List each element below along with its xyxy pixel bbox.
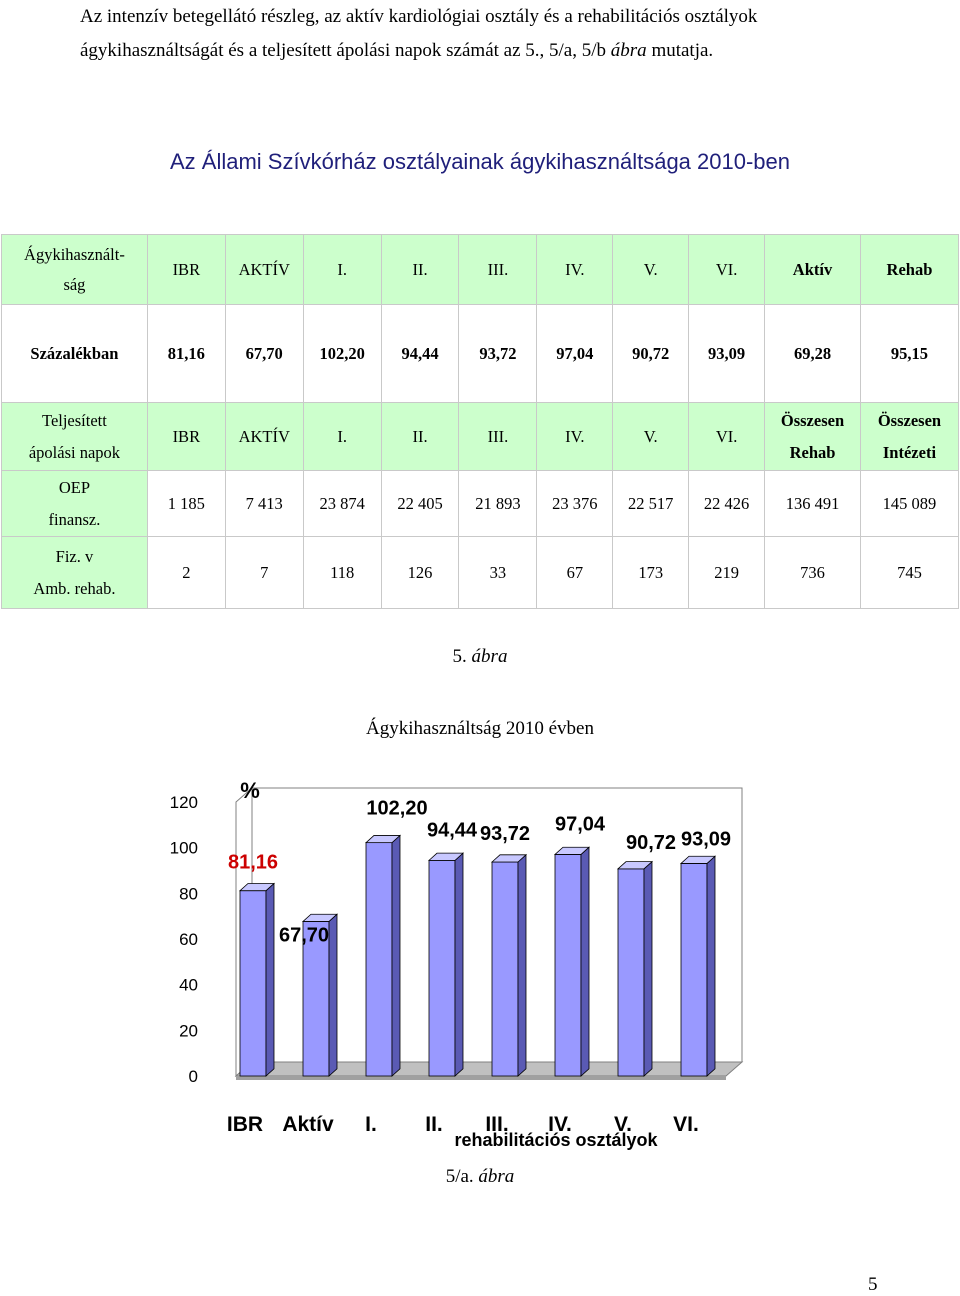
chart-bar (555, 854, 581, 1076)
table1-value-cell: 90,72 (613, 305, 689, 403)
header-label-line: Teljesített (42, 410, 107, 430)
chart-y-tick-label: 20 (179, 1021, 198, 1041)
table2-header-cell: AKTÍV (225, 403, 303, 471)
figure-word: ábra (610, 40, 647, 61)
table2-value-cell: 23 376 (537, 471, 613, 537)
chart-x-tick-label: III. (485, 1113, 509, 1136)
chart-x-tick-label: I. (365, 1113, 377, 1136)
chart-data-label: 81,16 (227, 851, 279, 874)
row-label-line: OEP (58, 477, 91, 497)
table1-row-label: Százalékban (2, 305, 148, 403)
table2-row-oep (2, 471, 959, 537)
table2-value-cell: 23 874 (303, 471, 381, 537)
chart-bar-side (518, 855, 526, 1076)
table1-header-label (2, 235, 148, 305)
chart-bar (618, 869, 644, 1076)
header-line: Összesen (877, 410, 942, 430)
table2-value-cell: 145 089 (860, 471, 958, 537)
table2-value-cell: 22 426 (689, 471, 765, 537)
table2-value-cell: 126 (381, 537, 459, 609)
table2-header-cell: IBR (147, 403, 225, 471)
table2-value-cell: 22 405 (381, 471, 459, 537)
table2-value-cell: 736 (765, 537, 861, 609)
chart-data-label: 94,44 (426, 819, 478, 842)
table1-header-cell: IV. (537, 235, 613, 305)
figure-caption-5 (0, 646, 960, 668)
table2-value-cell: 745 (860, 537, 958, 609)
figure-refs: 5., 5/a, 5/b (525, 40, 607, 61)
table2-header-cell: III. (459, 403, 537, 471)
chart-x-tick-label: II. (425, 1113, 443, 1136)
chart-floor-edge (236, 1076, 726, 1080)
chart-bar-side (644, 862, 652, 1076)
table2-row-label (2, 537, 148, 609)
chart-data-label: 67,70 (278, 924, 330, 947)
table1-value-row (2, 305, 959, 403)
header-line: Rehab (789, 442, 836, 462)
chart-y-tick-label: 40 (179, 975, 198, 995)
table2-value-cell: 33 (459, 537, 537, 609)
chart-x-tick-label: Aktív (282, 1113, 334, 1136)
table1-header-cell: II. (381, 235, 459, 305)
table2-value-cell: 173 (613, 537, 689, 609)
chart-x-tick-label: VI. (673, 1113, 699, 1136)
chart-y-tick-label: 80 (179, 884, 198, 904)
chart-bar-side (707, 856, 715, 1076)
table1-value-cell: 93,72 (459, 305, 537, 403)
chart-y-tick-label: 60 (179, 930, 198, 949)
table1-value-cell: 97,04 (537, 305, 613, 403)
caption-number: 5/a. (445, 1166, 474, 1187)
table2-header-label (2, 403, 148, 471)
bar-chart (0, 760, 960, 1160)
chart-y-tick-label: 100 (169, 838, 198, 858)
table2-value-cell: 7 (225, 537, 303, 609)
chart-bar-side (581, 847, 589, 1076)
page-number: 5 (868, 1274, 878, 1295)
chart-y-tick-label: 0 (188, 1067, 198, 1086)
intro-text: ágykihasználtságát és a teljesített ápolási napok számát az (80, 40, 526, 61)
table-title: Az Állami Szívkórház osztályainak ágykihasználtsága 2010-ben (170, 149, 790, 174)
caption-number: 5. (452, 646, 467, 667)
table1-value-cell: 93,09 (689, 305, 765, 403)
chart-bar (366, 843, 392, 1076)
table1-value-cell: 94,44 (381, 305, 459, 403)
header-line: Intézeti (882, 442, 937, 462)
chart-data-label: 93,72 (479, 823, 531, 846)
row-label-line: Amb. rehab. (33, 578, 116, 598)
table1-header-cell: AKTÍV (225, 235, 303, 305)
chart-bar (492, 862, 518, 1076)
intro-text-end: mutatja. (646, 40, 714, 61)
table2-value-cell: 2 (147, 537, 225, 609)
table1-header-row (2, 235, 959, 305)
table1-value-cell: 67,70 (225, 305, 303, 403)
chart-x-tick-label: IBR (226, 1113, 264, 1136)
chart-bar-side (329, 914, 337, 1076)
table1-value-cell: 69,28 (765, 305, 861, 403)
table2-value-cell: 22 517 (613, 471, 689, 537)
intro-line-2 (80, 34, 880, 68)
table2-header-cell: VI. (689, 403, 765, 471)
table2-value-cell: 67 (537, 537, 613, 609)
table1-header-cell: IBR (147, 235, 225, 305)
table2-value-cell: 219 (689, 537, 765, 609)
chart-x-tick-label: V. (614, 1113, 632, 1136)
chart-bar-side (392, 835, 400, 1076)
table2-header-cell: IV. (537, 403, 613, 471)
figure-caption-5a (0, 1166, 960, 1188)
table2-value-cell: 136 491 (765, 471, 861, 537)
chart-bar-side (455, 853, 463, 1076)
occupancy-table (1, 234, 959, 609)
chart-data-label: 102,20 (366, 797, 428, 820)
chart-y-tick-label: 120 (169, 793, 198, 812)
table2-value-cell: 118 (303, 537, 381, 609)
chart-x-tick-label: IV. (548, 1113, 572, 1136)
table1-header-cell: I. (303, 235, 381, 305)
table2-sum-int-header (860, 403, 958, 471)
caption-word: ábra (478, 1166, 515, 1187)
chart-data-label: 90,72 (625, 831, 677, 854)
table1-header-cell: Rehab (860, 235, 958, 305)
table1-header-cell: VI. (689, 235, 765, 305)
row-label-line: finansz. (48, 509, 101, 529)
chart-bar (681, 863, 707, 1076)
table2-header-row (2, 403, 959, 471)
chart-data-label: 97,04 (554, 813, 606, 836)
header-label-line: Ágykihasznált- (24, 244, 125, 264)
table2-row-label (2, 471, 148, 537)
table2-row-fiz (2, 537, 959, 609)
header-label-line: ság (63, 274, 86, 294)
header-label-line: ápolási napok (28, 442, 121, 462)
table2-header-cell: II. (381, 403, 459, 471)
intro-paragraph (80, 0, 880, 68)
table1-value-cell: 81,16 (147, 305, 225, 403)
chart-data-label: 93,09 (680, 828, 732, 851)
row-label-line: Fiz. v (55, 546, 94, 566)
chart-bar (240, 891, 266, 1076)
table1-header-cell: V. (613, 235, 689, 305)
table2-value-cell: 7 413 (225, 471, 303, 537)
intro-line-1: Az intenzív betegellátó részleg, az aktív kardiológiai osztály és a rehabilitációs osztályok (80, 6, 758, 27)
table2-header-cell: V. (613, 403, 689, 471)
chart-y-axis-label: % (240, 778, 260, 803)
table2-header-cell: I. (303, 403, 381, 471)
chart-title: Ágykihasználtság 2010 évben (366, 718, 594, 739)
table1-header-cell: Aktív (765, 235, 861, 305)
table2-value-cell: 1 185 (147, 471, 225, 537)
table2-value-cell: 21 893 (459, 471, 537, 537)
table2-sum-rehab-header (765, 403, 861, 471)
caption-word: ábra (471, 646, 508, 667)
chart-x-axis-label: rehabilitációs osztályok (454, 1130, 658, 1150)
header-line: Összesen (780, 410, 845, 430)
chart-bar (429, 860, 455, 1076)
table1-value-cell: 102,20 (303, 305, 381, 403)
table1-value-cell: 95,15 (860, 305, 958, 403)
chart-bar-side (266, 883, 274, 1076)
table1-header-cell: III. (459, 235, 537, 305)
